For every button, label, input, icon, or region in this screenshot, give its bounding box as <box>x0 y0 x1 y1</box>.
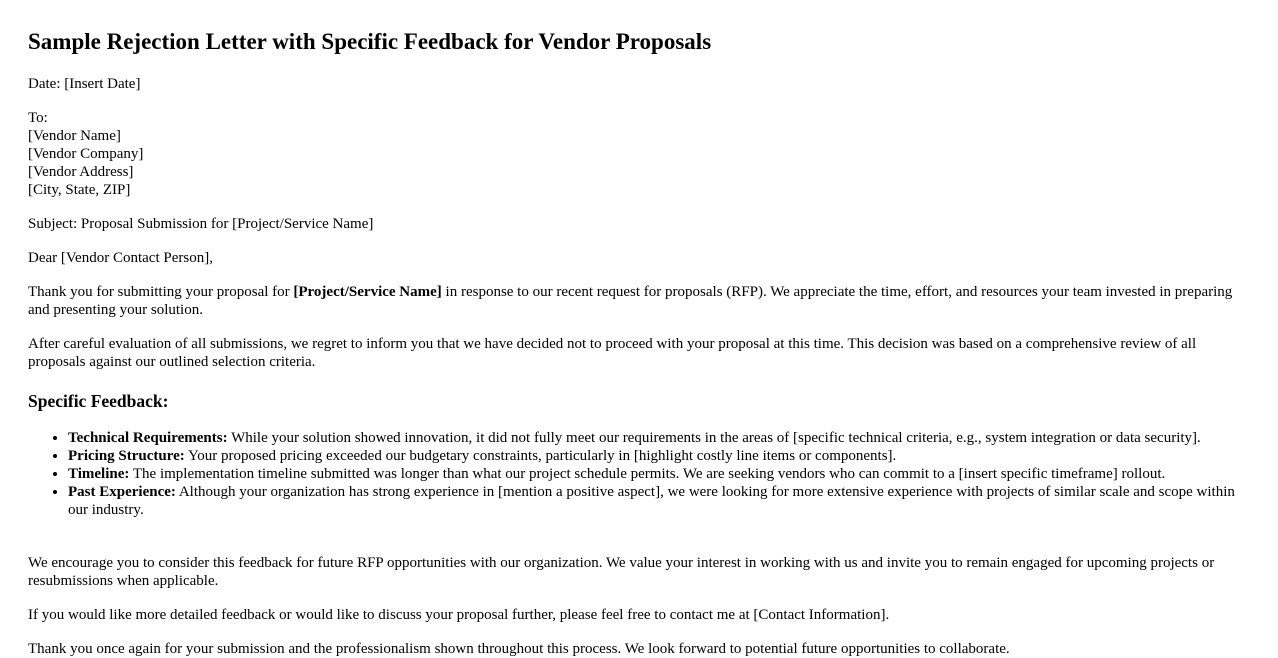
intro-paragraph <box>28 283 1250 319</box>
intro-text-after: in response to our recent request for proposals (RFP). We appreciate the time, effort, and resources your team invested in preparing and presenting your solution. <box>28 284 1233 318</box>
feedback-label: Technical Requirements: <box>68 430 228 446</box>
page-title: Sample Rejection Letter with Specific Feedback for Vendor Proposals <box>28 29 712 54</box>
closing-paragraph: Thank you once again for your submission and the professionalism shown throughout this process. We look forward to potential future opportunities to collaborate. <box>28 641 1010 657</box>
to-label: To: <box>28 110 48 126</box>
feedback-text: The implementation timeline submitted was longer than what our project schedule permits. We are seeking vendors who can commit to a [insert specific timeframe] rollout. <box>129 466 1166 482</box>
recipient-name: [Vendor Name] <box>28 128 121 144</box>
recipient-company: [Vendor Company] <box>28 146 144 162</box>
salutation: Dear [Vendor Contact Person], <box>28 250 213 266</box>
feedback-label: Pricing Structure: <box>68 448 185 464</box>
feedback-label: Timeline: <box>68 466 130 482</box>
recipient-address: [Vendor Address] <box>28 164 134 180</box>
feedback-text: Although your organization has strong experience in [mention a positive aspect], we were looking for more extensive experience with projects of similar scale and scope within our industry. <box>68 484 1235 518</box>
feedback-list <box>28 429 1250 519</box>
feedback-heading: Specific Feedback: <box>28 391 169 411</box>
date-line: Date: [Insert Date] <box>28 76 141 92</box>
feedback-item-pricing <box>68 447 1250 465</box>
feedback-label: Past Experience: <box>68 484 176 500</box>
recipient-block <box>28 109 1250 199</box>
feedback-item-experience <box>68 483 1250 519</box>
feedback-text: Your proposed pricing exceeded our budgetary constraints, particularly in [highlight costly line items or components]. <box>184 448 897 464</box>
feedback-text: While your solution showed innovation, it did not fully meet our requirements in the areas of [specific technical criteria, e.g., system integration or data security]. <box>227 430 1201 446</box>
project-name-bold: [Project/Service Name] <box>293 284 442 300</box>
intro-text-before: Thank you for submitting your proposal for <box>28 284 294 300</box>
encouragement-paragraph: We encourage you to consider this feedback for future RFP opportunities with our organization. We value your interest in working with us and invite you to remain engaged for upcoming projects or resubmissions when applicable. <box>28 555 1215 589</box>
decision-paragraph: After careful evaluation of all submissions, we regret to inform you that we have decided not to proceed with your proposal at this time. This decision was based on a comprehensive review of all proposals against our outlined selection criteria. <box>28 336 1197 370</box>
contact-paragraph: If you would like more detailed feedback or would like to discuss your proposal further, please feel free to contact me at [Contact Information]. <box>28 607 890 623</box>
feedback-item-timeline <box>68 465 1250 483</box>
subject-line: Subject: Proposal Submission for [Project/Service Name] <box>28 216 374 232</box>
recipient-city: [City, State, ZIP] <box>28 182 131 198</box>
feedback-item-technical <box>68 429 1250 447</box>
